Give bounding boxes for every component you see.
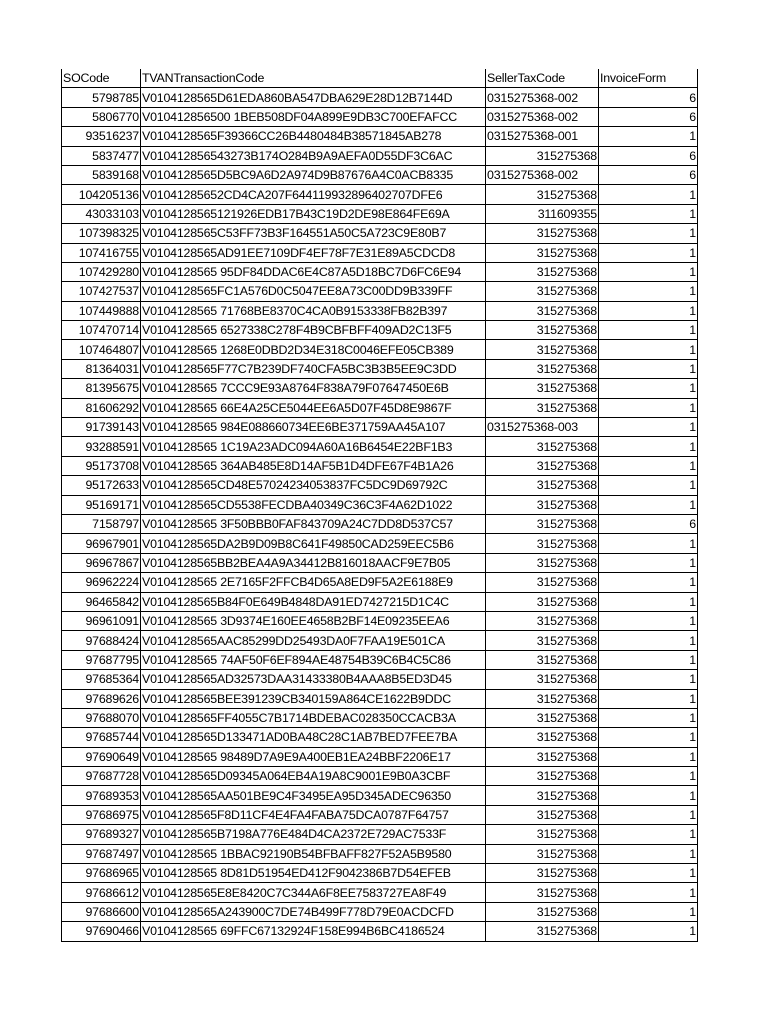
seller-tax-code-cell: 315275368 bbox=[486, 728, 599, 747]
seller-tax-code-cell: 315275368 bbox=[486, 805, 599, 824]
invoice-form-cell: 1 bbox=[599, 844, 698, 863]
tvan-code-cell: V0104128565A243900C7DE74B499F778D79E0ACDCFD bbox=[141, 902, 486, 921]
socode-cell: 107427537 bbox=[62, 282, 141, 301]
tvan-code-cell: V01041285652CD4CA207F644119932896402707DFE6 bbox=[141, 185, 486, 204]
invoice-form-cell: 1 bbox=[599, 631, 698, 650]
table-row bbox=[62, 127, 698, 146]
table-row bbox=[62, 146, 698, 165]
table-row bbox=[62, 708, 698, 727]
seller-tax-code-cell: 315275368 bbox=[486, 224, 599, 243]
invoice-form-cell: 1 bbox=[599, 670, 698, 689]
seller-tax-code-cell: 315275368 bbox=[486, 844, 599, 863]
socode-cell: 97687497 bbox=[62, 844, 141, 863]
tvan-code-cell: V0104128565B7198A776E484D4CA2372E729AC7533F bbox=[141, 825, 486, 844]
table-row bbox=[62, 883, 698, 902]
seller-tax-code-cell: 315275368 bbox=[486, 670, 599, 689]
socode-cell: 104205136 bbox=[62, 185, 141, 204]
seller-tax-code-cell: 315275368 bbox=[486, 282, 599, 301]
table-row bbox=[62, 340, 698, 359]
invoice-form-cell: 1 bbox=[599, 243, 698, 262]
tvan-code-cell: V0104128565 69FFC67132924F158E994B6BC4186524 bbox=[141, 922, 486, 941]
seller-tax-code-cell: 315275368 bbox=[486, 767, 599, 786]
socode-cell: 81395675 bbox=[62, 379, 141, 398]
tvan-code-cell: V0104128565E8E8420C7C344A6F8EE7583727EA8F49 bbox=[141, 883, 486, 902]
table-body bbox=[62, 69, 698, 941]
table-row bbox=[62, 767, 698, 786]
socode-cell: 107398325 bbox=[62, 224, 141, 243]
socode-cell: 107429280 bbox=[62, 262, 141, 281]
table-row bbox=[62, 495, 698, 514]
tvan-code-cell: V0104128565 7CCC9E93A8764F838A79F07647450E6B bbox=[141, 379, 486, 398]
table-row bbox=[62, 476, 698, 495]
tvan-code-cell: V0104128565 1BBAC92190B54BFBAFF827F52A5B9580 bbox=[141, 844, 486, 863]
invoice-form-cell: 1 bbox=[599, 301, 698, 320]
socode-cell: 95172633 bbox=[62, 476, 141, 495]
table-row bbox=[62, 185, 698, 204]
seller-tax-code-cell: 315275368 bbox=[486, 185, 599, 204]
seller-tax-code-cell: 0315275368-003 bbox=[486, 418, 599, 437]
socode-cell: 97689626 bbox=[62, 689, 141, 708]
tvan-code-cell: V0104128565 71768BE8370C4CA0B9153338FB82B397 bbox=[141, 301, 486, 320]
socode-cell: 97690466 bbox=[62, 922, 141, 941]
socode-cell: 96962224 bbox=[62, 573, 141, 592]
seller-tax-code-cell: 315275368 bbox=[486, 398, 599, 417]
table-row bbox=[62, 689, 698, 708]
seller-tax-code-cell: 315275368 bbox=[486, 534, 599, 553]
tvan-code-cell: V0104128565 66E4A25CE5044EE6A5D07F45D8E9867F bbox=[141, 398, 486, 417]
invoice-form-cell: 1 bbox=[599, 456, 698, 475]
seller-tax-code-cell: 315275368 bbox=[486, 592, 599, 611]
table-row bbox=[62, 573, 698, 592]
socode-cell: 43033103 bbox=[62, 204, 141, 223]
invoice-form-cell: 1 bbox=[599, 534, 698, 553]
tvan-code-cell: V0104128565121926EDB17B43C19D2DE98E864FE69A bbox=[141, 204, 486, 223]
invoice-form-cell: 1 bbox=[599, 262, 698, 281]
table-row bbox=[62, 262, 698, 281]
table-row bbox=[62, 418, 698, 437]
invoice-form-cell: 1 bbox=[599, 611, 698, 630]
invoice-form-cell: 1 bbox=[599, 728, 698, 747]
tvan-code-cell: V0104128565F77C7B239DF740CFA5BC3B3B5EE9C3DD bbox=[141, 359, 486, 378]
table-row bbox=[62, 553, 698, 572]
seller-tax-code-cell: 315275368 bbox=[486, 321, 599, 340]
tvan-code-cell: V0104128565FC1A576D0C5047EE8A73C00DD9B339FF bbox=[141, 282, 486, 301]
table-row bbox=[62, 650, 698, 669]
invoice-form-cell: 1 bbox=[599, 553, 698, 572]
tvan-code-cell: V0104128565 984E088660734EE6BE371759AA45A107 bbox=[141, 418, 486, 437]
table-row bbox=[62, 398, 698, 417]
table-row bbox=[62, 379, 698, 398]
socode-cell: 97685364 bbox=[62, 670, 141, 689]
socode-cell: 5806770 bbox=[62, 107, 141, 126]
socode-cell: 97689353 bbox=[62, 786, 141, 805]
tvan-code-cell: V0104128565 6527338C278F4B9CBFBFF409AD2C13F5 bbox=[141, 321, 486, 340]
socode-cell: 96967901 bbox=[62, 534, 141, 553]
socode-cell: 97687728 bbox=[62, 767, 141, 786]
table-row bbox=[62, 728, 698, 747]
tvan-code-cell: V0104128565AA501BE9C4F3495EA95D345ADEC96350 bbox=[141, 786, 486, 805]
socode-cell: 97688424 bbox=[62, 631, 141, 650]
socode-cell: 97686612 bbox=[62, 883, 141, 902]
seller-tax-code-cell: 315275368 bbox=[486, 456, 599, 475]
tvan-code-cell: V0104128565D09345A064EB4A19A8C9001E9B0A3CBF bbox=[141, 767, 486, 786]
invoice-form-cell: 1 bbox=[599, 185, 698, 204]
invoice-form-cell: 1 bbox=[599, 418, 698, 437]
socode-cell: 7158797 bbox=[62, 514, 141, 533]
invoice-form-cell: 1 bbox=[599, 883, 698, 902]
tvan-code-cell: V0104128565D61EDA860BA547DBA629E28D12B7144D bbox=[141, 88, 486, 107]
tvan-code-cell: V0104128565F8D11CF4E4FA4FABA75DCA0787F64757 bbox=[141, 805, 486, 824]
tvan-code-cell: V0104128565 364AB485E8D14AF5B1D4DFE67F4B1A26 bbox=[141, 456, 486, 475]
table-row bbox=[62, 282, 698, 301]
table-row bbox=[62, 243, 698, 262]
seller-tax-code-cell: 0315275368-001 bbox=[486, 127, 599, 146]
tvan-code-cell: V0104128565F39366CC26B4480484B38571845AB278 bbox=[141, 127, 486, 146]
seller-tax-code-cell: 315275368 bbox=[486, 340, 599, 359]
tvan-code-cell: V0104128565BEE391239CB340159A864CE1622B9DDC bbox=[141, 689, 486, 708]
seller-tax-code-cell: 315275368 bbox=[486, 747, 599, 766]
socode-cell: 81606292 bbox=[62, 398, 141, 417]
seller-tax-code-cell: 315275368 bbox=[486, 650, 599, 669]
seller-tax-code-cell: 315275368 bbox=[486, 514, 599, 533]
table-row bbox=[62, 107, 698, 126]
socode-cell: 81364031 bbox=[62, 359, 141, 378]
seller-tax-code-cell: 315275368 bbox=[486, 476, 599, 495]
socode-cell: 97688070 bbox=[62, 708, 141, 727]
socode-cell: 107416755 bbox=[62, 243, 141, 262]
tvan-code-cell: V0104128565AD91EE7109DF4EF78F7E31E89A5CDCD8 bbox=[141, 243, 486, 262]
invoice-form-cell: 1 bbox=[599, 340, 698, 359]
seller-tax-code-cell: 315275368 bbox=[486, 495, 599, 514]
table-row bbox=[62, 631, 698, 650]
seller-tax-code-cell: 315275368 bbox=[486, 301, 599, 320]
invoice-form-cell: 1 bbox=[599, 708, 698, 727]
invoice-form-cell: 1 bbox=[599, 573, 698, 592]
seller-tax-code-cell: 315275368 bbox=[486, 708, 599, 727]
seller-tax-code-cell: 0315275368-002 bbox=[486, 165, 599, 184]
invoice-form-cell: 1 bbox=[599, 747, 698, 766]
seller-tax-code-cell: 311609355 bbox=[486, 204, 599, 223]
tvan-code-cell: V010412856543273B174O284B9A9AEFA0D55DF3C6AC bbox=[141, 146, 486, 165]
socode-cell: 5798785 bbox=[62, 88, 141, 107]
socode-cell: 95173708 bbox=[62, 456, 141, 475]
seller-tax-code-cell: 0315275368-002 bbox=[486, 88, 599, 107]
tvan-code-cell: V0104128565 8D81D51954ED412F9042386B7D54EFEB bbox=[141, 864, 486, 883]
tvan-code-cell: V0104128565CD5538FECDBA40349C36C3F4A62D1022 bbox=[141, 495, 486, 514]
socode-cell: 95169171 bbox=[62, 495, 141, 514]
tvan-code-cell: V0104128565C53FF73B3F164551A50C5A723C9E80B7 bbox=[141, 224, 486, 243]
tvan-code-cell: V0104128565 1C19A23ADC094A60A16B6454E22BF1B3 bbox=[141, 437, 486, 456]
invoice-form-cell: 1 bbox=[599, 864, 698, 883]
socode-cell: 97689327 bbox=[62, 825, 141, 844]
tvan-code-cell: V0104128565 1268E0DBD2D34E318C0046EFE05CB389 bbox=[141, 340, 486, 359]
table-row bbox=[62, 747, 698, 766]
tvan-code-cell: V0104128565 74AF50F6EF894AE48754B39C6B4C5C86 bbox=[141, 650, 486, 669]
tvan-code-cell: V0104128565CD48E57024234053837FC5DC9D69792C bbox=[141, 476, 486, 495]
seller-tax-code-cell: 315275368 bbox=[486, 786, 599, 805]
socode-cell: 93516237 bbox=[62, 127, 141, 146]
socode-cell: 96465842 bbox=[62, 592, 141, 611]
seller-tax-code-cell: 315275368 bbox=[486, 437, 599, 456]
tvan-code-cell: V0104128565 98489D7A9E9A400EB1EA24BBF2206E17 bbox=[141, 747, 486, 766]
invoice-form-cell: 1 bbox=[599, 902, 698, 921]
socode-cell: 97687795 bbox=[62, 650, 141, 669]
invoice-form-cell: 6 bbox=[599, 88, 698, 107]
table-row bbox=[62, 88, 698, 107]
invoice-form-cell: 1 bbox=[599, 282, 698, 301]
tvan-code-cell: V0104128565 3D9374E160EE4658B2BF14E09235EEA6 bbox=[141, 611, 486, 630]
tvan-code-cell: V0104128565AAC85299DD25493DA0F7FAA19E501CA bbox=[141, 631, 486, 650]
table-row bbox=[62, 204, 698, 223]
invoice-form-cell: 1 bbox=[599, 805, 698, 824]
tvan-code-cell: V0104128565AD32573DAA31433380B4AAA8B5ED3D45 bbox=[141, 670, 486, 689]
seller-tax-code-cell: 315275368 bbox=[486, 922, 599, 941]
table-row bbox=[62, 534, 698, 553]
tvan-code-cell: V0104128565BB2BEA4A9A34412B816018AACF9E7B05 bbox=[141, 553, 486, 572]
invoice-form-cell: 1 bbox=[599, 379, 698, 398]
table-row bbox=[62, 514, 698, 533]
seller-tax-code-cell: 315275368 bbox=[486, 379, 599, 398]
socode-cell: 93288591 bbox=[62, 437, 141, 456]
invoice-form-cell: 1 bbox=[599, 437, 698, 456]
invoice-form-cell: 6 bbox=[599, 146, 698, 165]
invoice-form-cell: 1 bbox=[599, 398, 698, 417]
table-row bbox=[62, 224, 698, 243]
invoice-form-cell: 1 bbox=[599, 495, 698, 514]
socode-cell: 107449888 bbox=[62, 301, 141, 320]
socode-cell: 5839168 bbox=[62, 165, 141, 184]
header-tvan-transaction-code: TVANTransactionCode bbox=[141, 69, 486, 88]
socode-cell: 97685744 bbox=[62, 728, 141, 747]
seller-tax-code-cell: 0315275368-002 bbox=[486, 107, 599, 126]
invoice-form-cell: 6 bbox=[599, 514, 698, 533]
tvan-code-cell: V0104128565DA2B9D09B8C641F49850CAD259EEC5B6 bbox=[141, 534, 486, 553]
socode-cell: 97686965 bbox=[62, 864, 141, 883]
tvan-code-cell: V0104128565 2E7165F2FFCB4D65A8ED9F5A2E6188E9 bbox=[141, 573, 486, 592]
seller-tax-code-cell: 315275368 bbox=[486, 883, 599, 902]
invoice-form-cell: 1 bbox=[599, 786, 698, 805]
seller-tax-code-cell: 315275368 bbox=[486, 631, 599, 650]
invoice-form-cell: 1 bbox=[599, 127, 698, 146]
table-row bbox=[62, 456, 698, 475]
invoice-form-cell: 1 bbox=[599, 689, 698, 708]
seller-tax-code-cell: 315275368 bbox=[486, 573, 599, 592]
seller-tax-code-cell: 315275368 bbox=[486, 262, 599, 281]
seller-tax-code-cell: 315275368 bbox=[486, 689, 599, 708]
tvan-code-cell: V0104128565 3F50BBB0FAF843709A24C7DD8D537C57 bbox=[141, 514, 486, 533]
seller-tax-code-cell: 315275368 bbox=[486, 611, 599, 630]
header-seller-tax-code: SellerTaxCode bbox=[486, 69, 599, 88]
table-row bbox=[62, 825, 698, 844]
socode-cell: 97690649 bbox=[62, 747, 141, 766]
table-row bbox=[62, 864, 698, 883]
tvan-code-cell: V0104128565 95DF84DDAC6E4C87A5D18BC7D6FC6E94 bbox=[141, 262, 486, 281]
socode-cell: 5837477 bbox=[62, 146, 141, 165]
seller-tax-code-cell: 315275368 bbox=[486, 902, 599, 921]
invoice-form-cell: 1 bbox=[599, 592, 698, 611]
tvan-code-cell: V0104128565D133471AD0BA48C28C1AB7BED7FEE7BA bbox=[141, 728, 486, 747]
table-row bbox=[62, 611, 698, 630]
table-row bbox=[62, 592, 698, 611]
socode-cell: 96961091 bbox=[62, 611, 141, 630]
invoice-form-cell: 6 bbox=[599, 165, 698, 184]
seller-tax-code-cell: 315275368 bbox=[486, 553, 599, 572]
seller-tax-code-cell: 315275368 bbox=[486, 825, 599, 844]
seller-tax-code-cell: 315275368 bbox=[486, 359, 599, 378]
table-row bbox=[62, 165, 698, 184]
seller-tax-code-cell: 315275368 bbox=[486, 146, 599, 165]
tvan-code-cell: V0104128565D5BC9A6D2A974D9B87676A4C0ACB8335 bbox=[141, 165, 486, 184]
table-row bbox=[62, 437, 698, 456]
invoice-form-cell: 6 bbox=[599, 107, 698, 126]
table-row bbox=[62, 670, 698, 689]
seller-tax-code-cell: 315275368 bbox=[486, 864, 599, 883]
table-row bbox=[62, 786, 698, 805]
table-row bbox=[62, 922, 698, 941]
table-row bbox=[62, 301, 698, 320]
socode-cell: 91739143 bbox=[62, 418, 141, 437]
tvan-code-cell: V010412856500 1BEB508DF04A899E9DB3C700EFAFCC bbox=[141, 107, 486, 126]
table-row bbox=[62, 902, 698, 921]
tvan-code-cell: V0104128565B84F0E649B4848DA91ED7427215D1C4C bbox=[141, 592, 486, 611]
invoice-table bbox=[61, 69, 698, 942]
socode-cell: 97686600 bbox=[62, 902, 141, 921]
invoice-form-cell: 1 bbox=[599, 825, 698, 844]
invoice-form-cell: 1 bbox=[599, 476, 698, 495]
seller-tax-code-cell: 315275368 bbox=[486, 243, 599, 262]
table-row bbox=[62, 359, 698, 378]
table-row bbox=[62, 844, 698, 863]
header-invoice-form: InvoiceForm bbox=[599, 69, 698, 88]
invoice-form-cell: 1 bbox=[599, 321, 698, 340]
socode-cell: 107470714 bbox=[62, 321, 141, 340]
header-row bbox=[62, 69, 698, 88]
socode-cell: 107464807 bbox=[62, 340, 141, 359]
invoice-form-cell: 1 bbox=[599, 204, 698, 223]
invoice-form-cell: 1 bbox=[599, 224, 698, 243]
tvan-code-cell: V0104128565FF4055C7B1714BDEBAC028350CCACB3A bbox=[141, 708, 486, 727]
socode-cell: 96967867 bbox=[62, 553, 141, 572]
invoice-form-cell: 1 bbox=[599, 650, 698, 669]
table-row bbox=[62, 805, 698, 824]
invoice-form-cell: 1 bbox=[599, 359, 698, 378]
header-socode: SOCode bbox=[62, 69, 141, 88]
socode-cell: 97686975 bbox=[62, 805, 141, 824]
table-row bbox=[62, 321, 698, 340]
invoice-form-cell: 1 bbox=[599, 922, 698, 941]
invoice-form-cell: 1 bbox=[599, 767, 698, 786]
